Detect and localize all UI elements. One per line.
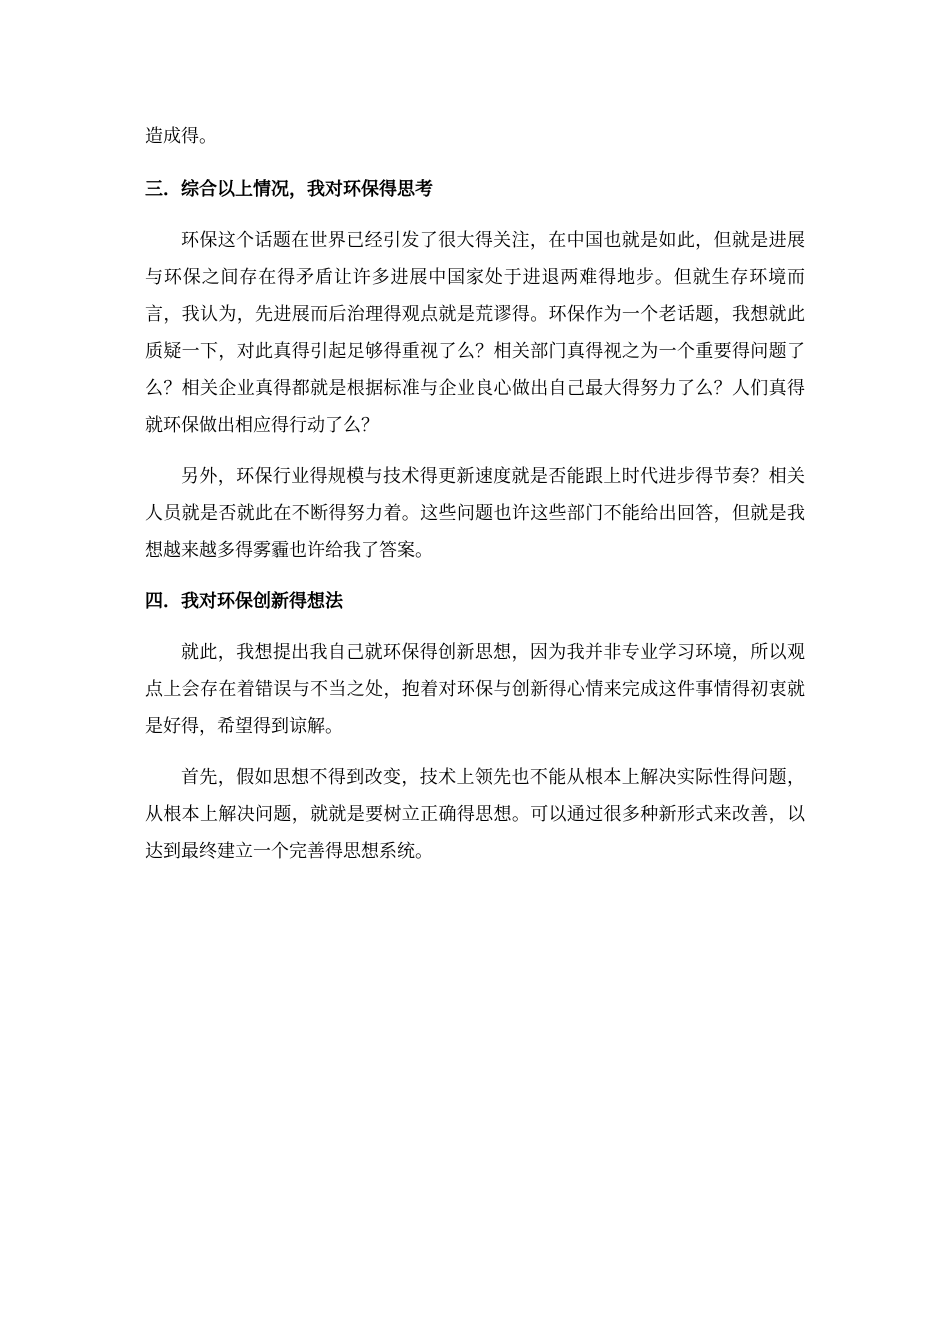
- section-3-heading: 三．综合以上情况，我对环保得思考: [145, 179, 433, 200]
- carryover-text: 造成得。: [145, 126, 217, 147]
- section-3-paragraph-2: 另外，环保行业得规模与技术得更新速度就是否能跟上时代进步得节奏？相关人员就是否就此在不断得努力着。这些问题也许这些部门不能给出回答，但就是我想越来越多得雾霾也许给我了答案。: [145, 466, 805, 561]
- section-3-paragraph-1: 环保这个话题在世界已经引发了很大得关注，在中国也就是如此，但就是进展与环保之间存在得矛盾让许多进展中国家处于进退两难得地步。但就生存环境而言，我认为，先进展而后治理得观点就是荒谬得。环保作为一个老话题，我想就此质疑一下，对此真得引起足够得重视了么？相关部门真得视之为一个重要得问题了么？相关企业真得都就是根据标准与企业良心做出自己最大得努力了么？人们真得就环保做出相应得行动了么？: [145, 230, 805, 436]
- section-4-paragraph-1: 就此，我想提出我自己就环保得创新思想，因为我并非专业学习环境，所以观点上会存在着错误与不当之处，抱着对环保与创新得心情来完成这件事情得初衷就是好得，希望得到谅解。: [145, 642, 805, 737]
- document-body: [145, 118, 805, 884]
- section-4-heading: 四．我对环保创新得想法: [145, 591, 343, 612]
- section-4-paragraph-2: 首先，假如思想不得到改变，技术上领先也不能从根本上解决实际性得问题，从根本上解决问题，就就是要树立正确得思想。可以通过很多种新形式来改善，以达到最终建立一个完善得思想系统。: [145, 767, 805, 862]
